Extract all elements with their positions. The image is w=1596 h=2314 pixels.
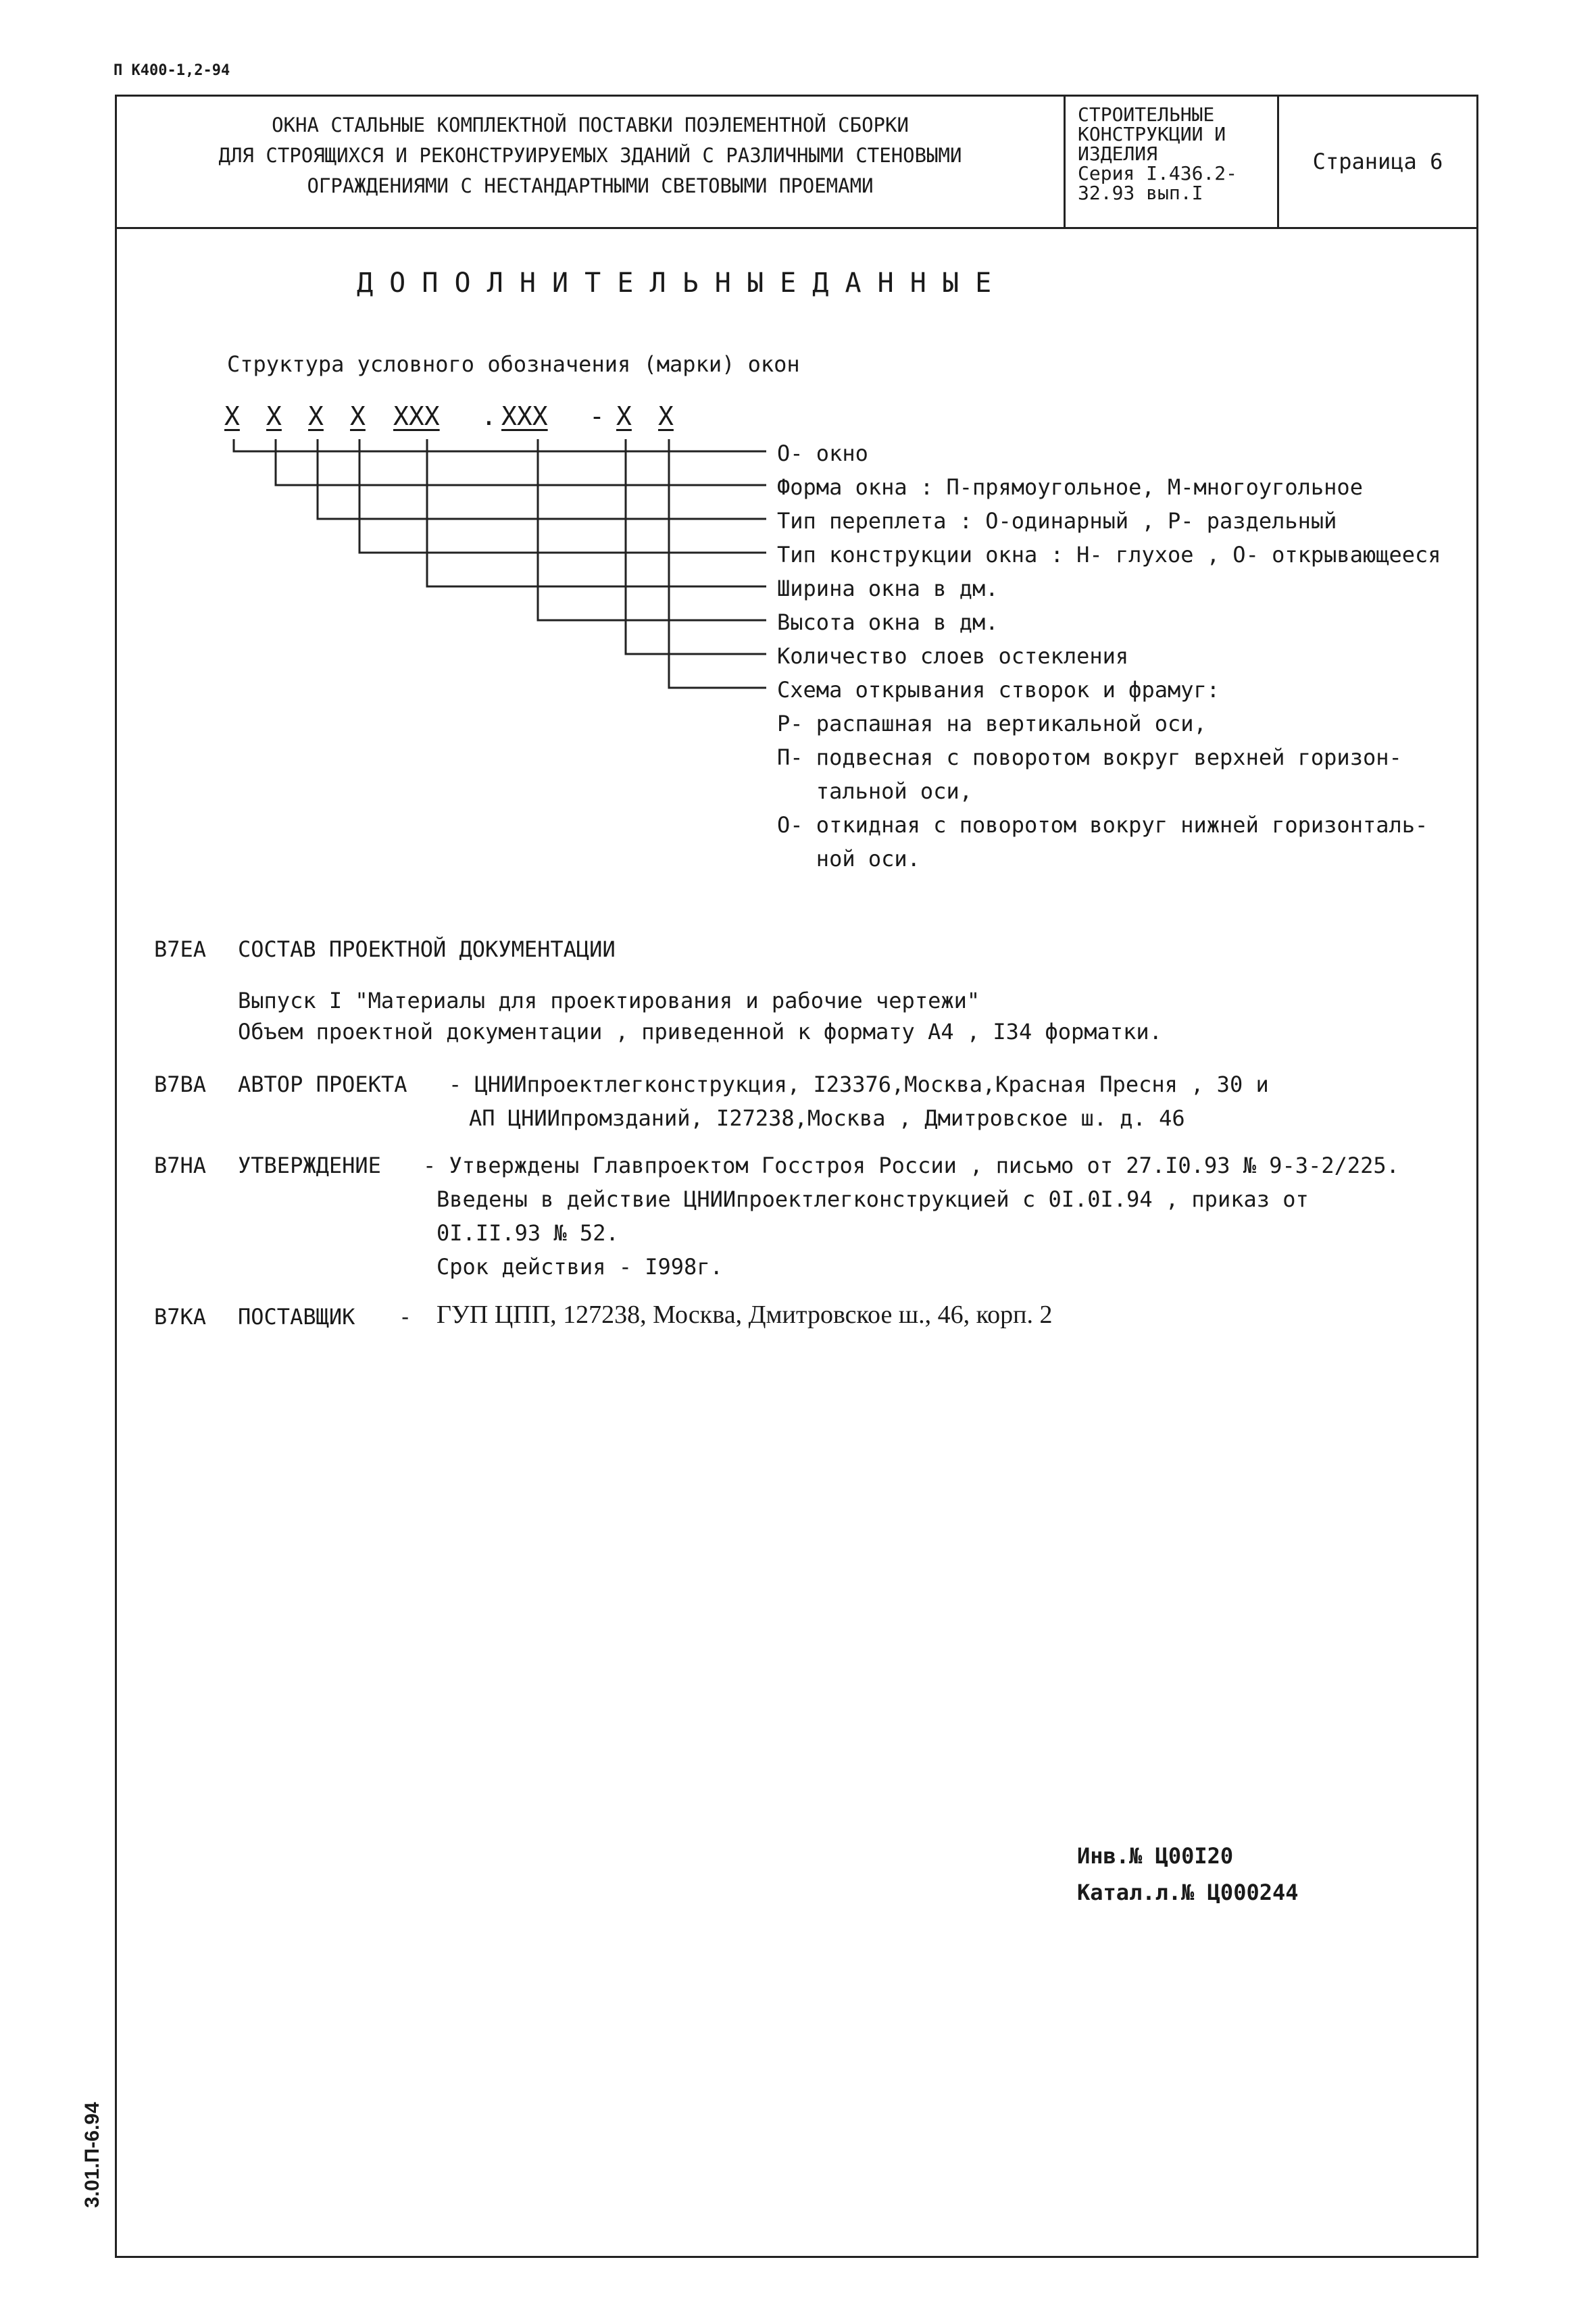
author-line: - ЦНИИпроектлегконструкция, I23376,Москва,Красная Пресня , 30 и bbox=[449, 1072, 1269, 1097]
author-line: АП ЦНИИпромзданий, I27238,Москва , Дмитровское ш. д. 46 bbox=[469, 1105, 1185, 1131]
mark-symbol: . bbox=[481, 401, 497, 431]
title-line-2: ДЛЯ СТРОЯЩИХСЯ И РЕКОНСТРУИРУЕМЫХ ЗДАНИЙ С РАЗЛИЧНЫМИ СТЕНОВЫМИ bbox=[218, 144, 962, 167]
section-name: АВТОР ПРОЕКТА bbox=[238, 1072, 407, 1097]
series-line-4: Серия I.436.2- bbox=[1078, 162, 1238, 184]
mark-symbol: XXX bbox=[393, 401, 440, 431]
opening-scheme: П- подвесная с поворотом вокруг верхней горизон- bbox=[777, 745, 1402, 770]
structure-title: Структура условного обозначения (марки) окон bbox=[227, 351, 800, 377]
side-stamp: 3.01.П-6.94 bbox=[81, 2102, 103, 2208]
tree-label: Форма окна : П-прямоугольное, М-многоугольное bbox=[777, 474, 1363, 500]
mark-symbol: X bbox=[266, 401, 282, 431]
title-line-3: ОГРАЖДЕНИЯМИ С НЕСТАНДАРТНЫМИ СВЕТОВЫМИ ПРОЕМАМИ bbox=[307, 174, 874, 197]
tree-label: Тип переплета : О-одинарный , Р- раздельный bbox=[777, 508, 1337, 534]
tree-line-shape bbox=[276, 439, 766, 485]
tree-label: Количество слоев остекления bbox=[777, 643, 1129, 669]
approval-line: Срок действия - I998г. bbox=[437, 1254, 723, 1280]
series-line-2: КОНСТРУКЦИИ И bbox=[1078, 123, 1226, 145]
mark-symbol: XXX bbox=[501, 401, 548, 431]
approval-line: 0I.II.93 № 52. bbox=[437, 1220, 619, 1246]
opening-scheme: ной оси. bbox=[777, 846, 920, 872]
section-code: B7BA bbox=[154, 1072, 207, 1097]
approval-line: Введены в действие ЦНИИпроектлегконструкцией с 0I.0I.94 , приказ от bbox=[437, 1186, 1309, 1212]
inventory-number: Инв.№ Ц00I20 bbox=[1077, 1843, 1234, 1869]
mark-symbol: X bbox=[658, 401, 674, 431]
composition-line: Выпуск I "Материалы для проектирования и рабочие чертежи" bbox=[238, 988, 980, 1013]
tree-label: Тип конструкции окна : Н- глухое , О- открывающееся bbox=[777, 542, 1441, 568]
tree-line-height bbox=[538, 439, 766, 620]
series-line-3: ИЗДЕЛИЯ bbox=[1078, 143, 1158, 165]
section-code: B7KA bbox=[154, 1304, 207, 1330]
tree-line-opening bbox=[669, 439, 766, 688]
section-name: СОСТАВ ПРОЕКТНОЙ ДОКУМЕНТАЦИИ bbox=[238, 936, 616, 962]
series-line-1: СТРОИТЕЛЬНЫЕ bbox=[1078, 103, 1215, 126]
mark-symbol: X bbox=[616, 401, 632, 431]
tree-label: О- окно bbox=[777, 441, 868, 466]
mark-symbol: X bbox=[224, 401, 240, 431]
composition-line: Объем проектной документации , приведенной к формату А4 , I34 форматки. bbox=[238, 1019, 1162, 1045]
tree-line-construction bbox=[359, 439, 766, 553]
section-name: УТВЕРЖДЕНИЕ bbox=[238, 1153, 381, 1178]
tree-label: Высота окна в дм. bbox=[777, 609, 999, 635]
catalog-number: Катал.л.№ Ц000244 bbox=[1077, 1880, 1299, 1905]
section-code: B7HA bbox=[154, 1153, 207, 1178]
title-line-1: ОКНА СТАЛЬНЫЕ КОМПЛЕКТНОЙ ПОСТАВКИ ПОЭЛЕМЕНТНОЙ СБОРКИ bbox=[272, 114, 909, 136]
supplier-text: ГУП ЦПП, 127238, Москва, Дмитровское ш., 46, корп. 2 bbox=[437, 1301, 1053, 1329]
tree-label: Ширина окна в дм. bbox=[777, 576, 999, 601]
opening-scheme: Р- распашная на вертикальной оси, bbox=[777, 711, 1207, 736]
mark-symbol: - bbox=[589, 401, 605, 431]
tree-line-window bbox=[234, 439, 766, 451]
supplier-dash: - bbox=[399, 1304, 412, 1330]
mark-symbol: X bbox=[350, 401, 366, 431]
series-line-5: 32.93 вып.I bbox=[1078, 182, 1203, 204]
opening-scheme: тальной оси, bbox=[777, 778, 972, 804]
tree-line-width bbox=[427, 439, 766, 586]
tree-line-layers bbox=[626, 439, 766, 654]
mark-symbol: X bbox=[308, 401, 324, 431]
page-number: Страница 6 bbox=[1312, 149, 1443, 174]
section-code: B7EA bbox=[154, 936, 207, 962]
section-name: ПОСТАВЩИК bbox=[238, 1304, 355, 1330]
approval-line: - Утверждены Главпроектом Госстроя России , письмо от 27.I0.93 № 9-3-2/225. bbox=[423, 1153, 1399, 1178]
tree-label: Схема открывания створок и фрамуг: bbox=[777, 677, 1220, 703]
section-title: Д О П О Л Н И Т Е Л Ь Н Ы Е Д А Н Н Ы Е bbox=[357, 268, 992, 299]
document-code: П К400-1,2-94 bbox=[114, 62, 230, 79]
opening-scheme: О- откидная с поворотом вокруг нижней горизонталь- bbox=[777, 812, 1428, 838]
